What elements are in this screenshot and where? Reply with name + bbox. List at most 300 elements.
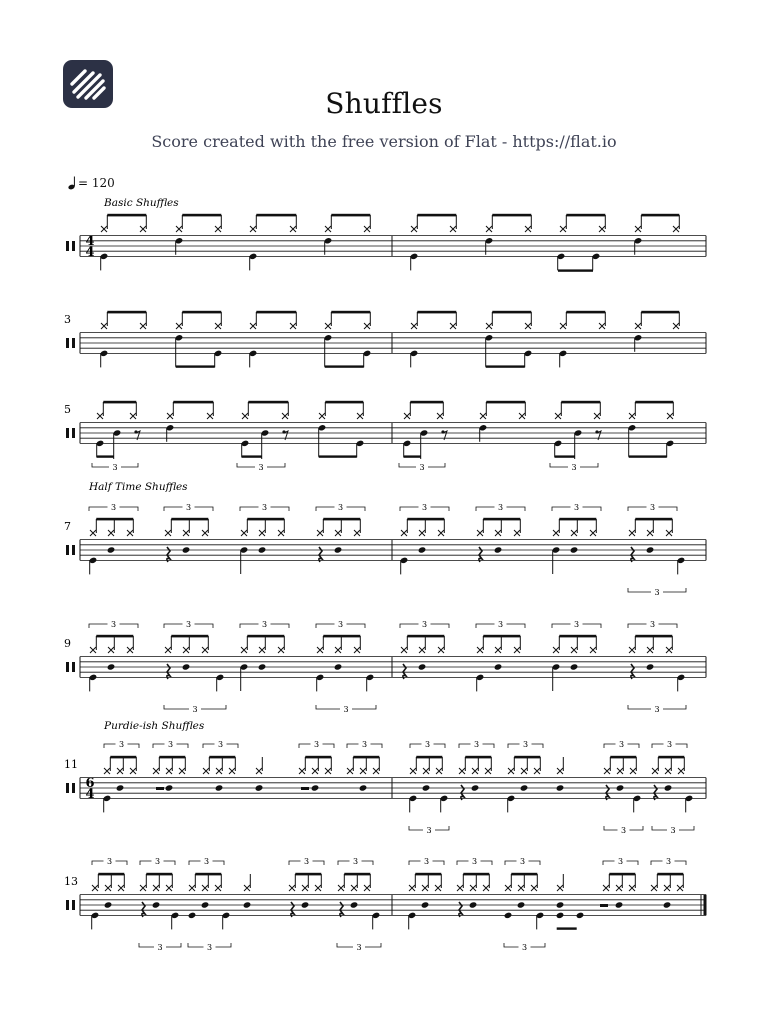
measure-number: 7 [64, 520, 71, 533]
percussion-clef [66, 428, 69, 438]
hihat-note [360, 768, 366, 774]
hihat-note [364, 226, 370, 232]
snare-ghost-note [494, 546, 503, 553]
note-beam [110, 756, 136, 759]
measure-number: 5 [64, 403, 71, 416]
tuplet-number: 3 [571, 463, 577, 472]
tuplet-number: 3 [471, 857, 478, 866]
hihat-note [203, 768, 209, 774]
hihat-note [666, 647, 672, 653]
note-beam [486, 365, 525, 367]
hihat-note [652, 768, 658, 774]
kick-note [188, 912, 197, 919]
hihat-note [518, 885, 524, 891]
note-beam [635, 635, 672, 638]
snare-ghost-note [422, 784, 431, 791]
eighth-rest [443, 431, 447, 440]
hihat-note [599, 323, 605, 329]
quarter-rest [479, 547, 482, 562]
measure-number: 11 [64, 758, 78, 771]
tuplet-number: 3 [665, 857, 672, 866]
note-beam [331, 311, 370, 314]
measure-number: 9 [64, 637, 71, 650]
hihat-note [560, 226, 566, 232]
note-beam [635, 518, 672, 521]
hihat-note [483, 885, 489, 891]
note-beam [256, 311, 296, 314]
note-beam [483, 518, 520, 521]
snare-ghost-note [615, 901, 624, 908]
note-beam [331, 214, 370, 217]
hihat-note [571, 647, 577, 653]
tuplet-number: 3 [620, 826, 627, 835]
tuplet-number: 3 [154, 857, 161, 866]
section-label: Basic Shuffles [104, 197, 179, 209]
hihat-note [183, 647, 189, 653]
hihat-note [357, 413, 363, 419]
tuplet-number: 3 [258, 463, 264, 472]
hihat-note [590, 647, 596, 653]
note-beam [209, 756, 235, 759]
hihat-note [229, 768, 235, 774]
note-beam [97, 455, 114, 457]
final-barline-thick [704, 895, 707, 916]
hihat-note [477, 530, 483, 536]
tuplet-number: 3 [421, 620, 428, 629]
hihat-note [315, 885, 321, 891]
tuplet-number: 3 [423, 857, 430, 866]
hihat-note [92, 885, 98, 891]
note-beam [629, 455, 667, 457]
tuplet-number: 3 [473, 740, 480, 749]
tuplet-number: 3 [343, 705, 349, 714]
hihat-note [104, 768, 110, 774]
tuplet-number: 3 [421, 503, 428, 512]
note-beam [173, 401, 213, 404]
hihat-note [101, 226, 107, 232]
hihat-note [665, 768, 671, 774]
hihat-note [176, 226, 182, 232]
tuplet-number: 3 [337, 503, 344, 512]
hihat-note [90, 530, 96, 536]
note-beam [514, 756, 540, 759]
note-beam [561, 401, 600, 404]
hihat-note [557, 768, 563, 774]
kick-note [576, 912, 585, 919]
note-beam [486, 401, 525, 404]
tuplet-number: 3 [666, 740, 673, 749]
eighth-rest [597, 431, 601, 440]
quarter-rest [340, 902, 343, 917]
snare-ghost-note [116, 784, 125, 791]
hihat-note [241, 647, 247, 653]
hihat-note [347, 768, 353, 774]
note-beam [492, 214, 531, 217]
hihat-note [242, 413, 248, 419]
tuplet-number: 3 [497, 620, 504, 629]
time-signature-bottom: 4 [85, 245, 95, 260]
percussion-clef [66, 662, 69, 672]
tuplet-number: 3 [157, 943, 163, 952]
time-signature-bottom: 4 [85, 787, 95, 802]
note-beam [323, 635, 360, 638]
hihat-note [153, 885, 159, 891]
hihat-note [525, 323, 531, 329]
snare-ghost-note [471, 784, 480, 791]
tuplet-number: 3 [424, 740, 431, 749]
snare-ghost-note [350, 901, 359, 908]
snare-ghost-note [421, 901, 430, 908]
note-beam [416, 756, 442, 759]
hihat-note [130, 413, 136, 419]
hihat-note [167, 413, 173, 419]
percussion-clef [72, 900, 75, 910]
tuplet-number: 3 [185, 620, 192, 629]
hihat-note [553, 530, 559, 536]
note-beam [98, 873, 124, 876]
hihat-note [335, 530, 341, 536]
percussion-clef [66, 900, 69, 910]
hihat-note [97, 413, 103, 419]
tuplet-number: 3 [618, 740, 625, 749]
hihat-note [673, 226, 679, 232]
hihat-note [495, 647, 501, 653]
hihat-note [244, 885, 250, 891]
note-beam [483, 635, 520, 638]
hihat-note [629, 885, 635, 891]
hihat-note [108, 647, 114, 653]
note-beam [463, 873, 489, 876]
quarter-rest [631, 664, 634, 679]
note-beam [557, 927, 577, 929]
snare-ghost-note [182, 546, 191, 553]
hihat-note [419, 530, 425, 536]
snare-ghost-note [334, 546, 343, 553]
tuplet-number: 3 [206, 943, 213, 952]
hihat-note [183, 530, 189, 536]
snare-ghost-note [165, 784, 174, 791]
hihat-note [450, 323, 456, 329]
note-beam [566, 214, 605, 217]
note-beam [353, 756, 379, 759]
note-beam [407, 635, 444, 638]
tuplet-number: 3 [106, 857, 113, 866]
tuplet-number: 3 [203, 857, 210, 866]
hihat-note [409, 885, 415, 891]
snare-ghost-note [664, 784, 673, 791]
quarter-rest [142, 902, 145, 917]
tuplet-number: 3 [654, 705, 660, 714]
percussion-clef [72, 545, 75, 555]
percussion-clef [72, 428, 75, 438]
snare-ghost-note [215, 784, 224, 791]
note-beam [658, 756, 684, 759]
hihat-note [290, 226, 296, 232]
snare-ghost-note [646, 663, 655, 670]
percussion-clef [72, 241, 75, 251]
hihat-note [435, 885, 441, 891]
hihat-note [335, 647, 341, 653]
note-beam [641, 214, 679, 217]
hihat-note [534, 768, 540, 774]
hihat-note [590, 530, 596, 536]
eighth-rest [284, 431, 288, 440]
snare-ghost-note [107, 546, 116, 553]
note-beam [256, 214, 296, 217]
note-beam [410, 401, 443, 404]
hihat-note [560, 323, 566, 329]
note-beam [558, 269, 593, 271]
hihat-note [140, 885, 146, 891]
snare-note [556, 901, 565, 908]
time-signature-top: 6 [85, 776, 95, 791]
hihat-note [364, 323, 370, 329]
hihat-note [629, 413, 635, 419]
note-beam [417, 214, 456, 217]
eighth-rest [136, 431, 140, 440]
hihat-note [629, 530, 635, 536]
hihat-note [553, 647, 559, 653]
hihat-note [165, 647, 171, 653]
hihat-note [202, 647, 208, 653]
hihat-note [215, 885, 221, 891]
note-beam [492, 311, 531, 314]
hihat-note [202, 530, 208, 536]
note-beam [417, 311, 456, 314]
note-beam [247, 518, 284, 521]
half-rest [301, 787, 309, 790]
snare-ghost-note [258, 663, 267, 670]
half-rest [156, 787, 164, 790]
quarter-rest [654, 785, 657, 800]
hihat-note [216, 768, 222, 774]
note-beam [566, 311, 605, 314]
tuplet-number: 3 [573, 503, 580, 512]
hihat-note [338, 885, 344, 891]
snare-ghost-note [104, 901, 113, 908]
hihat-note [411, 226, 417, 232]
note-beam [465, 756, 491, 759]
tempo-text: = 120 [78, 176, 115, 190]
snare-ghost-note [301, 901, 310, 908]
note-beam [103, 401, 136, 404]
hihat-note [521, 768, 527, 774]
hihat-note [317, 530, 323, 536]
hihat-note [617, 768, 623, 774]
hihat-note [140, 226, 146, 232]
hihat-note [635, 323, 641, 329]
note-beam [176, 365, 215, 367]
hihat-note [667, 413, 673, 419]
hihat-note [256, 768, 262, 774]
hihat-note [325, 768, 331, 774]
hihat-note [166, 885, 172, 891]
tuplet-number: 3 [426, 826, 432, 835]
hihat-note [630, 768, 636, 774]
score-title: Shuffles [325, 87, 443, 120]
tuplet-number: 3 [617, 857, 624, 866]
hihat-note [140, 323, 146, 329]
quarter-rest [291, 902, 294, 917]
tuplet-number: 3 [649, 620, 656, 629]
snare-ghost-note [663, 901, 672, 908]
quarter-rest [459, 902, 462, 917]
section-label: Half Time Shuffles [89, 481, 188, 493]
quarter-rest [606, 785, 609, 800]
tuplet-number: 3 [573, 620, 580, 629]
hihat-note [351, 885, 357, 891]
hihat-note [130, 768, 136, 774]
note-beam [635, 401, 673, 404]
hihat-note [302, 885, 308, 891]
quarter-rest [631, 547, 634, 562]
note-beam [610, 756, 636, 759]
note-beam [195, 873, 221, 876]
hihat-note [312, 768, 318, 774]
hihat-note [215, 323, 221, 329]
tuplet-number: 3 [361, 740, 368, 749]
quarter-rest [403, 664, 406, 679]
hihat-note [290, 323, 296, 329]
hihat-note [108, 530, 114, 536]
note-beam [559, 518, 596, 521]
hihat-note [423, 768, 429, 774]
snare-ghost-note [201, 901, 210, 908]
note-beam [511, 873, 537, 876]
snare-ghost-note [570, 546, 579, 553]
snare-ghost-note [334, 663, 343, 670]
hihat-note [202, 885, 208, 891]
snare-ghost-note [469, 901, 478, 908]
hihat-note [282, 413, 288, 419]
tuplet-number: 3 [519, 857, 526, 866]
hihat-note [278, 647, 284, 653]
hihat-note [319, 413, 325, 419]
kick-note [504, 912, 513, 919]
hihat-note [677, 885, 683, 891]
hihat-note [101, 323, 107, 329]
note-beam [415, 873, 441, 876]
note-beam [305, 756, 331, 759]
note-beam [344, 873, 370, 876]
hihat-note [299, 768, 305, 774]
hihat-note [354, 530, 360, 536]
time-signature-top: 4 [85, 234, 95, 249]
hihat-note [117, 768, 123, 774]
tuplet-number: 3 [185, 503, 192, 512]
staff-system [66, 540, 706, 561]
note-beam [182, 214, 221, 217]
hihat-note [317, 647, 323, 653]
hihat-note [250, 226, 256, 232]
tuplet-number: 3 [337, 620, 344, 629]
snare-ghost-note [107, 663, 116, 670]
note-beam [107, 311, 146, 314]
hihat-note [508, 768, 514, 774]
hihat-note [401, 530, 407, 536]
half-rest [600, 904, 608, 907]
tuplet-number: 3 [521, 943, 528, 952]
tuplet-number: 3 [522, 740, 529, 749]
hihat-note [603, 885, 609, 891]
hihat-note [480, 413, 486, 419]
hihat-note [215, 226, 221, 232]
hihat-note [411, 323, 417, 329]
hihat-note [495, 530, 501, 536]
hihat-note [289, 885, 295, 891]
hihat-note [514, 530, 520, 536]
percussion-clef [66, 783, 69, 793]
snare-ghost-note [359, 784, 368, 791]
note-beam [325, 365, 364, 367]
hihat-note [419, 647, 425, 653]
hihat-note [647, 530, 653, 536]
hihat-note [635, 226, 641, 232]
note-beam [182, 311, 221, 314]
tuplet-number: 3 [261, 503, 268, 512]
hihat-note [259, 647, 265, 653]
measure-number: 3 [64, 313, 71, 326]
percussion-clef [66, 338, 69, 348]
note-beam [609, 873, 635, 876]
quarter-rest [319, 547, 322, 562]
snare-ghost-note [494, 663, 503, 670]
snare-ghost-note [646, 546, 655, 553]
hihat-note [477, 647, 483, 653]
note-beam [325, 401, 363, 404]
hihat-note [470, 885, 476, 891]
tuplet-number: 3 [419, 463, 425, 472]
quarter-rest [461, 785, 464, 800]
hihat-note [629, 647, 635, 653]
note-beam [657, 873, 683, 876]
snare-ghost-note [616, 784, 625, 791]
hihat-note [118, 885, 124, 891]
hihat-note [90, 647, 96, 653]
hihat-note [450, 226, 456, 232]
hihat-note [486, 226, 492, 232]
hihat-note [325, 226, 331, 232]
percussion-clef [72, 783, 75, 793]
tuplet-number: 3 [352, 857, 359, 866]
hihat-note [486, 323, 492, 329]
hihat-note [664, 885, 670, 891]
note-beam [248, 401, 288, 404]
note-beam [171, 518, 208, 521]
note-beam [319, 455, 357, 457]
snare-note [556, 784, 565, 791]
snare-note [255, 784, 264, 791]
note-beam [407, 518, 444, 521]
hihat-note [604, 768, 610, 774]
hihat-note [616, 885, 622, 891]
hihat-note [438, 530, 444, 536]
note-beam [404, 455, 421, 457]
snare-note [243, 901, 252, 908]
note-beam [146, 873, 172, 876]
snare-ghost-note [418, 663, 427, 670]
hihat-note [207, 413, 213, 419]
note-beam [96, 518, 133, 521]
hihat-note [472, 768, 478, 774]
snare-ghost-note [570, 663, 579, 670]
hihat-note [436, 768, 442, 774]
tuplet-number: 3 [261, 620, 268, 629]
hihat-note [105, 885, 111, 891]
note-beam [242, 455, 262, 457]
tuplet-number: 3 [112, 463, 118, 472]
hihat-note [165, 530, 171, 536]
